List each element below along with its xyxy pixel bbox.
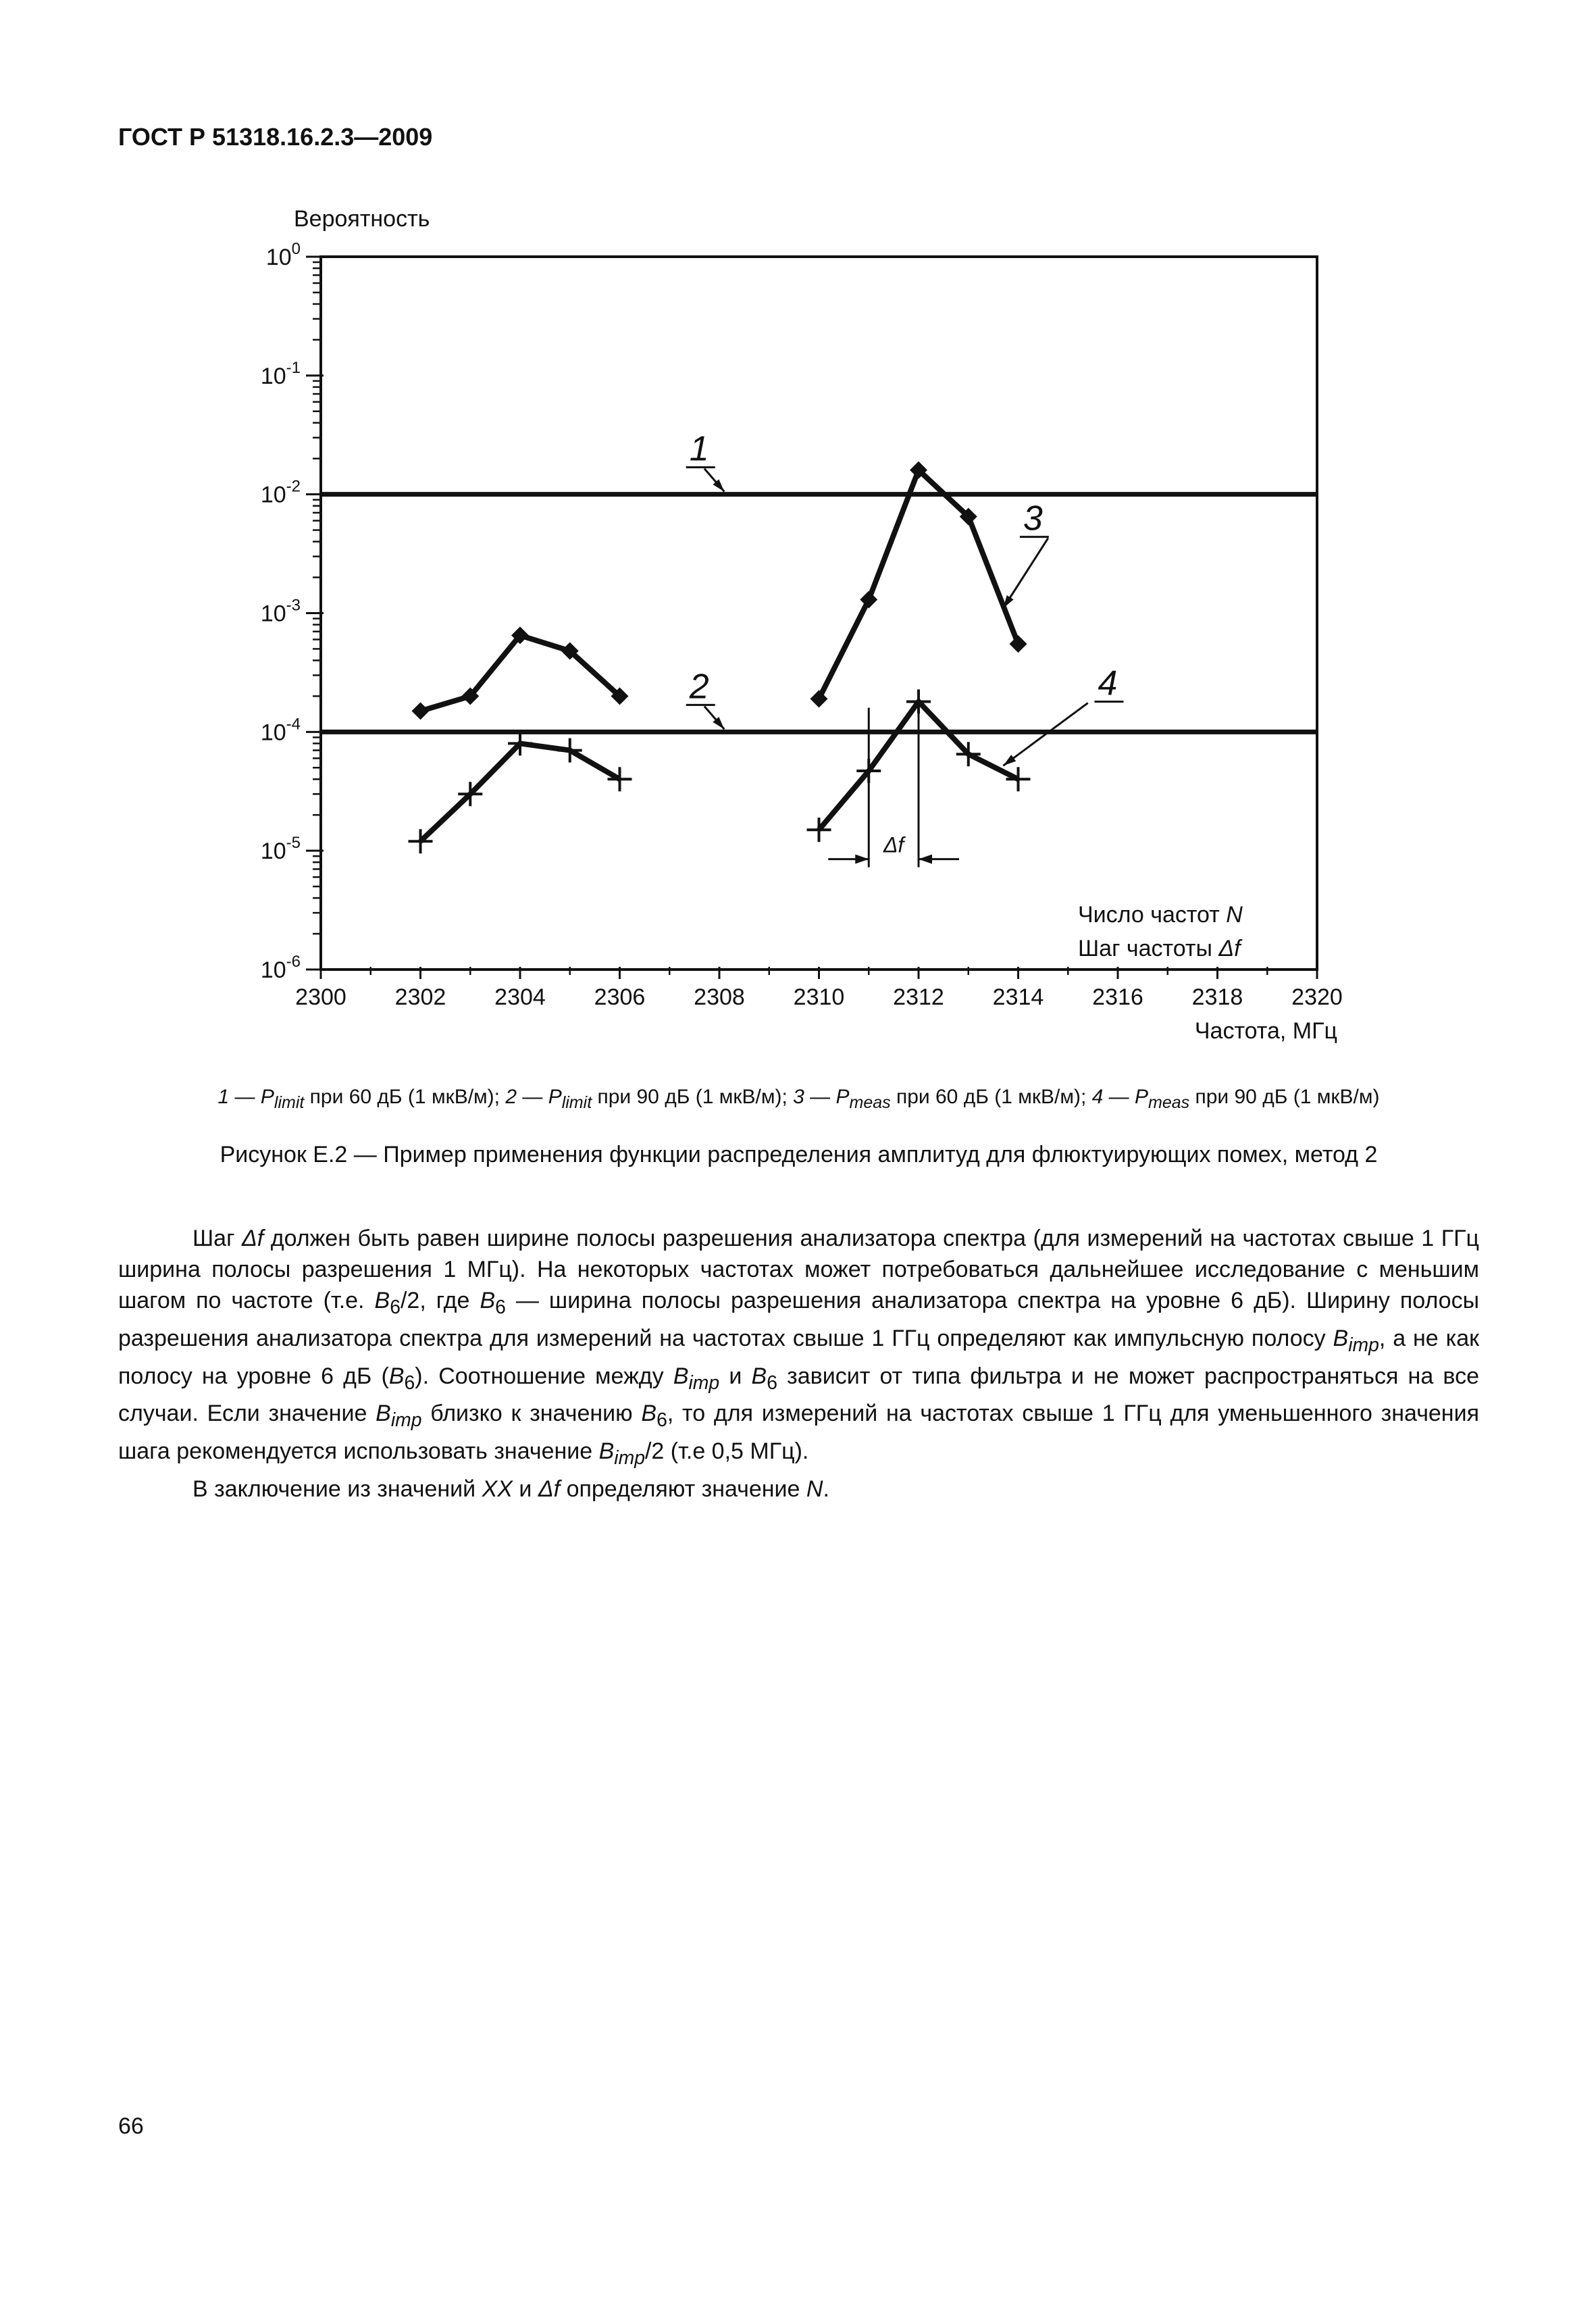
y-tick-base: 10 <box>260 957 286 983</box>
paragraph-2 <box>118 1474 1479 1505</box>
p1-r-sub: 6 <box>657 1409 667 1432</box>
legend-2-symbol: P <box>548 1086 562 1108</box>
y-tick-label <box>266 240 301 270</box>
p2-f: N <box>806 1476 823 1502</box>
p1-o: зависит от типа фильтра и не может распространяться на все случаи. Если значение <box>118 1363 1480 1427</box>
y-tick-exponent: 0 <box>291 240 301 258</box>
series-3-line <box>819 470 1019 699</box>
series-4-line <box>421 743 620 841</box>
y-tick-exponent: -6 <box>286 953 301 971</box>
y-tick-label <box>261 359 301 389</box>
legend-2-text: при 90 дБ (1 мкВ/м); <box>592 1086 794 1108</box>
p2-c: и <box>512 1476 538 1502</box>
p1-r: B <box>641 1401 657 1427</box>
legend-3-sub: meas <box>849 1093 891 1112</box>
x-tick-label: 2312 <box>893 984 944 1010</box>
body-text <box>118 1223 1479 1505</box>
p1-d: B <box>374 1288 390 1313</box>
plot-frame <box>321 257 1317 970</box>
p1-d-sub: 6 <box>390 1296 401 1318</box>
figure-caption: Рисунок Е.2 — Пример применения функции распределения амплитуд для флюктуирующих помех, метод 2 <box>220 1142 1378 1167</box>
legend-4-dash: — <box>1103 1086 1135 1108</box>
legend-1-dash: — <box>229 1086 261 1108</box>
legend-3-text: при 60 дБ (1 мкВ/м); <box>890 1086 1092 1108</box>
p2-b: XX <box>482 1476 513 1502</box>
p1-a: Шаг <box>192 1226 242 1251</box>
p1-q: близко к значению <box>421 1401 642 1427</box>
legend-3-dash: — <box>804 1086 836 1108</box>
p1-l: B <box>673 1363 689 1389</box>
p1-e: /2, где <box>400 1288 480 1313</box>
legend-4-text: при 90 дБ (1 мкВ/м) <box>1189 1086 1380 1108</box>
legend-1-text: при 60 дБ (1 мкВ/м); <box>304 1086 506 1108</box>
y-tick-label <box>261 597 301 627</box>
legend-1-symbol: P <box>260 1086 274 1108</box>
callout-3-arrowhead <box>1003 595 1013 608</box>
x-tick-label: 2320 <box>1291 984 1343 1010</box>
callout-4-label: 4 <box>1098 663 1118 703</box>
y-tick-label <box>261 715 301 745</box>
legend-1-sub: limit <box>274 1093 305 1112</box>
y-tick-label <box>261 478 301 508</box>
p1-t-sub: imp <box>614 1447 645 1469</box>
p1-n: B <box>751 1363 767 1389</box>
callout-3-label: 3 <box>1023 499 1043 538</box>
p1-k: ). Соотношение между <box>415 1363 673 1389</box>
legend-step-text: Шаг частоты Δf <box>1078 936 1243 961</box>
p2-a: В заключение из значений <box>192 1476 482 1502</box>
chart <box>243 196 1405 1067</box>
p1-h: B <box>1333 1325 1349 1351</box>
p1-l-sub: imp <box>688 1372 720 1394</box>
legend-1-number: 1 <box>217 1086 230 1108</box>
p1-j-sub: 6 <box>404 1372 415 1394</box>
probability-chart <box>243 196 1405 1067</box>
legend-2-sub: limit <box>561 1093 592 1112</box>
p1-n-sub: 6 <box>767 1372 777 1394</box>
delta-f-left-arrowhead <box>855 855 869 864</box>
x-tick-label: 2302 <box>394 984 446 1010</box>
callout-1-label: 1 <box>689 429 709 469</box>
legend-3-symbol: P <box>835 1086 850 1108</box>
x-tick-label: 2310 <box>793 984 845 1010</box>
y-tick-base: 10 <box>260 838 286 865</box>
p1-g: — ширина полосы разрешения анализатора спектра на уровне 6 дБ). Ширину полосы разрешения анализатора спектра для измерений на частотах свыше 1 ГГц определяют как импульсную полосу <box>118 1288 1480 1351</box>
x-tick-label: 2304 <box>494 984 546 1010</box>
p1-b: Δf <box>241 1226 264 1251</box>
delta-f-right-arrowhead <box>919 855 932 864</box>
p2-e: определяют значение <box>560 1476 806 1502</box>
p1-m: и <box>719 1363 752 1389</box>
diamond-marker <box>1010 635 1027 653</box>
p1-f: B <box>480 1288 496 1313</box>
p1-f-sub: 6 <box>495 1296 506 1318</box>
legend-2-number: 2 <box>505 1086 517 1108</box>
x-tick-label: 2316 <box>1092 984 1143 1010</box>
y-tick-exponent: -5 <box>286 834 301 853</box>
series-3-line <box>421 635 620 711</box>
y-tick-exponent: -2 <box>286 477 301 496</box>
y-tick-exponent: -1 <box>286 358 301 377</box>
diamond-marker <box>412 702 430 720</box>
p1-c: должен быть равен ширине полосы разрешения анализатора спектра (для измерений на частотах свыше 1 ГГц ширина полосы разрешения 1 МГц). На некоторых частотах может потребоваться дальнейшее исследование с меньшим шагом по частоте (т.е. <box>118 1226 1479 1313</box>
legend-n-symbol: N <box>1226 902 1243 928</box>
x-tick-label: 2308 <box>694 984 745 1010</box>
y-tick-base: 10 <box>260 482 286 508</box>
callout-2-label: 2 <box>689 667 709 707</box>
legend-4-symbol: P <box>1134 1086 1148 1108</box>
y-tick-base: 10 <box>260 601 286 627</box>
p1-p: B <box>376 1401 391 1427</box>
p1-s: , то для измерений на частотах свыше 1 ГГц для уменьшенного значения шага рекомендуется использовать значение <box>118 1401 1479 1465</box>
paragraph-1 <box>118 1223 1479 1474</box>
y-tick-exponent: -4 <box>286 715 301 734</box>
y-tick-base: 10 <box>260 720 286 746</box>
x-tick-label: 2306 <box>594 984 646 1010</box>
x-tick-label: 2300 <box>295 984 346 1010</box>
y-tick-base: 10 <box>260 363 286 389</box>
series-legend <box>118 1086 1479 1113</box>
p2-d: Δf <box>538 1476 561 1502</box>
p1-u: /2 (т.е 0,5 МГц). <box>644 1438 809 1465</box>
legend-step-symbol: Δf <box>1218 936 1241 962</box>
p1-j: B <box>388 1363 405 1389</box>
document-header: ГОСТ Р 51318.16.2.3—2009 <box>118 123 433 151</box>
diamond-marker <box>860 590 877 608</box>
legend-4-number: 4 <box>1091 1086 1104 1108</box>
p2-g: . <box>823 1476 829 1502</box>
legend-4-sub: meas <box>1148 1093 1190 1112</box>
y-tick-exponent: -3 <box>286 596 301 615</box>
y-tick-base: 10 <box>265 245 292 270</box>
p1-t: B <box>598 1438 615 1465</box>
diamond-marker <box>810 690 828 707</box>
delta-f-label: Δf <box>883 832 904 857</box>
legend-3-number: 3 <box>793 1086 804 1108</box>
p1-h-sub: imp <box>1348 1334 1379 1356</box>
y-tick-label <box>261 834 301 864</box>
y-axis-title: Вероятность <box>294 206 430 232</box>
p1-i: , а не как полосу на уровне 6 дБ ( <box>118 1325 1479 1389</box>
page-number: 66 <box>118 2113 144 2139</box>
legend-n-text: Число частот N <box>1078 902 1243 928</box>
callout-4-leader <box>1003 703 1087 765</box>
p1-p-sub: imp <box>390 1409 422 1432</box>
x-tick-label: 2318 <box>1191 984 1243 1010</box>
x-tick-label: 2314 <box>992 984 1044 1010</box>
legend-2-dash: — <box>517 1086 548 1108</box>
x-axis-title: Частота, МГц <box>1194 1018 1337 1044</box>
y-tick-label <box>261 953 301 983</box>
